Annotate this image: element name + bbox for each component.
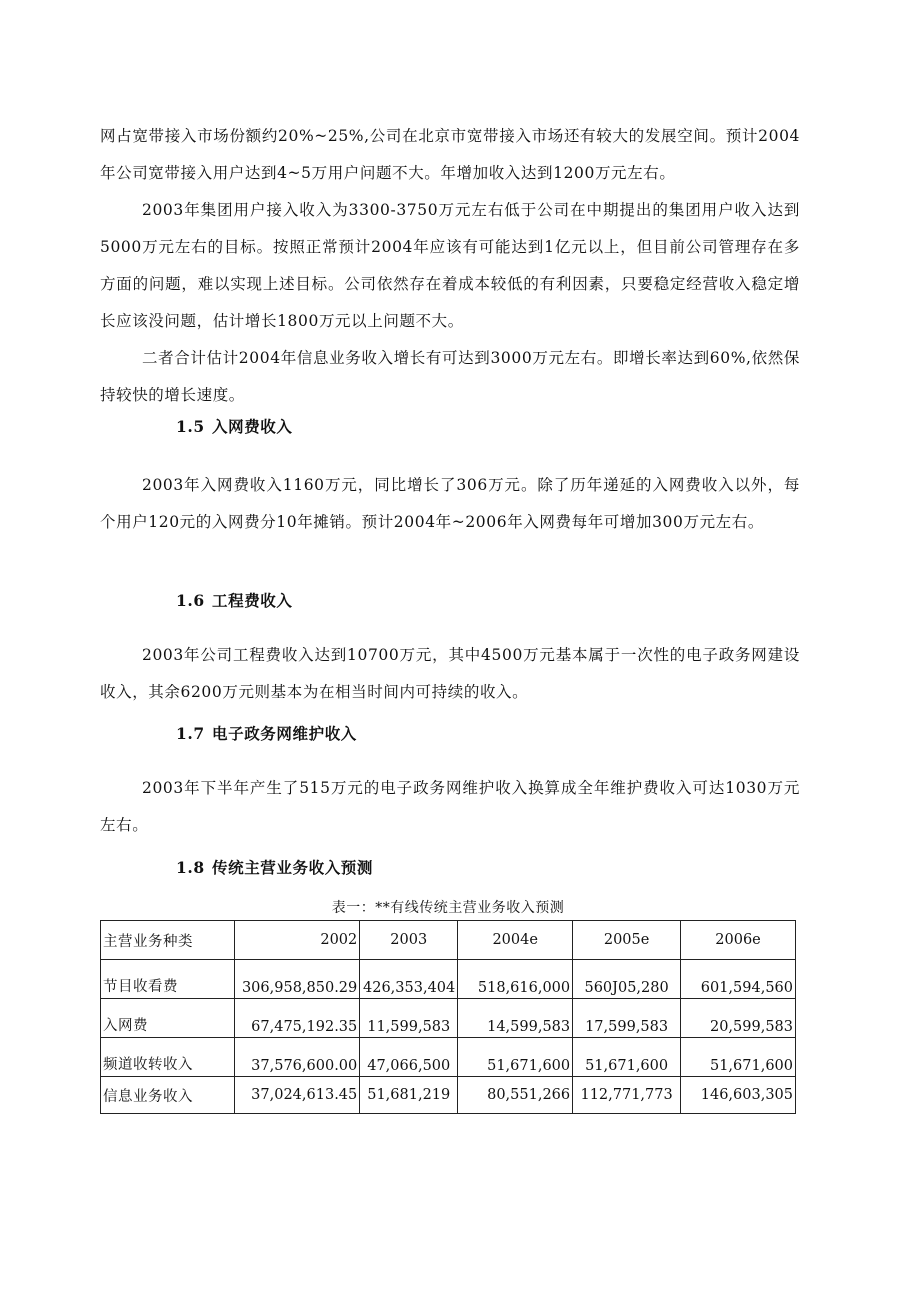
paragraph-broadband: 网占宽带接入市场份额约20%~25%,公司在北京市宽带接入市场还有较大的发展空间。预计2004年公司宽带接入用户达到4~5万用户问题不大。年增加收入达到1200万元左右。: [100, 127, 800, 182]
row-label: 信息业务收入: [101, 1077, 235, 1114]
heading-title: 传统主营业务收入预测: [212, 858, 374, 877]
row-label: 入网费: [101, 999, 235, 1038]
table-cell: 560J05,280: [573, 960, 681, 999]
table-row: [101, 960, 796, 999]
table-row: [101, 999, 796, 1038]
table-cell: 518,616,000: [458, 960, 573, 999]
table-cell: 17,599,583: [573, 999, 681, 1038]
heading-number: 1.8: [176, 858, 205, 877]
heading-1-5: [176, 416, 293, 438]
heading-title: 电子政务网维护收入: [212, 724, 357, 743]
row-label: 节目收看费: [101, 960, 235, 999]
table-cell: 426,353,404: [360, 960, 458, 999]
table-cell: 67,475,192.35: [235, 999, 360, 1038]
paragraph-access-fee: 2003年入网费收入1160万元，同比增长了306万元。除了历年递延的入网费收入以外，每个用户120元的入网费分10年摊销。预计2004年~2006年入网费每年可增加300万元左右。: [100, 476, 800, 531]
paragraph-engineering-fee: 2003年公司工程费收入达到10700万元，其中4500万元基本属于一次性的电子政务网建设收入，其余6200万元则基本为在相当时间内可持续的收入。: [100, 646, 800, 701]
paragraph-egov-maintenance: 2003年下半年产生了515万元的电子政务网维护收入换算成全年维护费收入可达1030万元左右。: [100, 779, 800, 834]
heading-1-8: [176, 857, 373, 879]
header-cell: 2002: [235, 921, 360, 960]
table-cell: 51,671,600: [681, 1038, 796, 1077]
table-cell: 47,066,500: [360, 1038, 458, 1077]
heading-title: 入网费收入: [212, 417, 293, 436]
table-cell: 51,671,600: [573, 1038, 681, 1077]
heading-title: 工程费收入: [212, 591, 293, 610]
table-cell: 14,599,583: [458, 999, 573, 1038]
table-cell: 80,551,266: [458, 1077, 573, 1114]
table-cell: 112,771,773: [573, 1077, 681, 1114]
row-label: 频道收转收入: [101, 1038, 235, 1077]
paragraph-info-total: 二者合计估计2004年信息业务收入增长有可达到3000万元左右。即增长率达到60%,依然保持较快的增长速度。: [100, 349, 800, 404]
table-cell: 51,671,600: [458, 1038, 573, 1077]
table-header-row: [101, 921, 796, 960]
heading-1-6: [176, 590, 293, 612]
table-cell: 37,576,600.00: [235, 1038, 360, 1077]
heading-1-7: [176, 723, 357, 745]
table-cell: 146,603,305: [681, 1077, 796, 1114]
header-cell: 2003: [360, 921, 458, 960]
table-cell: 37,024,613.45: [235, 1077, 360, 1114]
paragraph-group-users: 2003年集团用户接入收入为3300-3750万元左右低于公司在中期提出的集团用户收入达到5000万元左右的目标。按照正常预计2004年应该有可能达到1亿元以上，但目前公司管理存在多方面的问题，难以实现上述目标。公司依然存在着成本较低的有利因素，只要稳定经营收入稳定增长应该没问题，估计增长1800万元以上问题不大。: [100, 201, 800, 330]
table-caption: 表一：**有线传统主营业务收入预测: [331, 900, 565, 916]
table-cell: 601,594,560: [681, 960, 796, 999]
table-cell: 306,958,850.29: [235, 960, 360, 999]
table-row: [101, 1077, 796, 1114]
table-cell: 51,681,219: [360, 1077, 458, 1114]
header-cell: 2004e: [458, 921, 573, 960]
table-cell: 20,599,583: [681, 999, 796, 1038]
table-row: [101, 1038, 796, 1077]
heading-number: 1.7: [176, 724, 205, 743]
heading-number: 1.5: [176, 417, 205, 436]
revenue-forecast-table: [100, 920, 796, 1114]
table-cell: 11,599,583: [360, 999, 458, 1038]
header-cell: 2005e: [573, 921, 681, 960]
header-cell: 2006e: [681, 921, 796, 960]
header-cell: 主营业务种类: [101, 921, 235, 960]
heading-number: 1.6: [176, 591, 205, 610]
